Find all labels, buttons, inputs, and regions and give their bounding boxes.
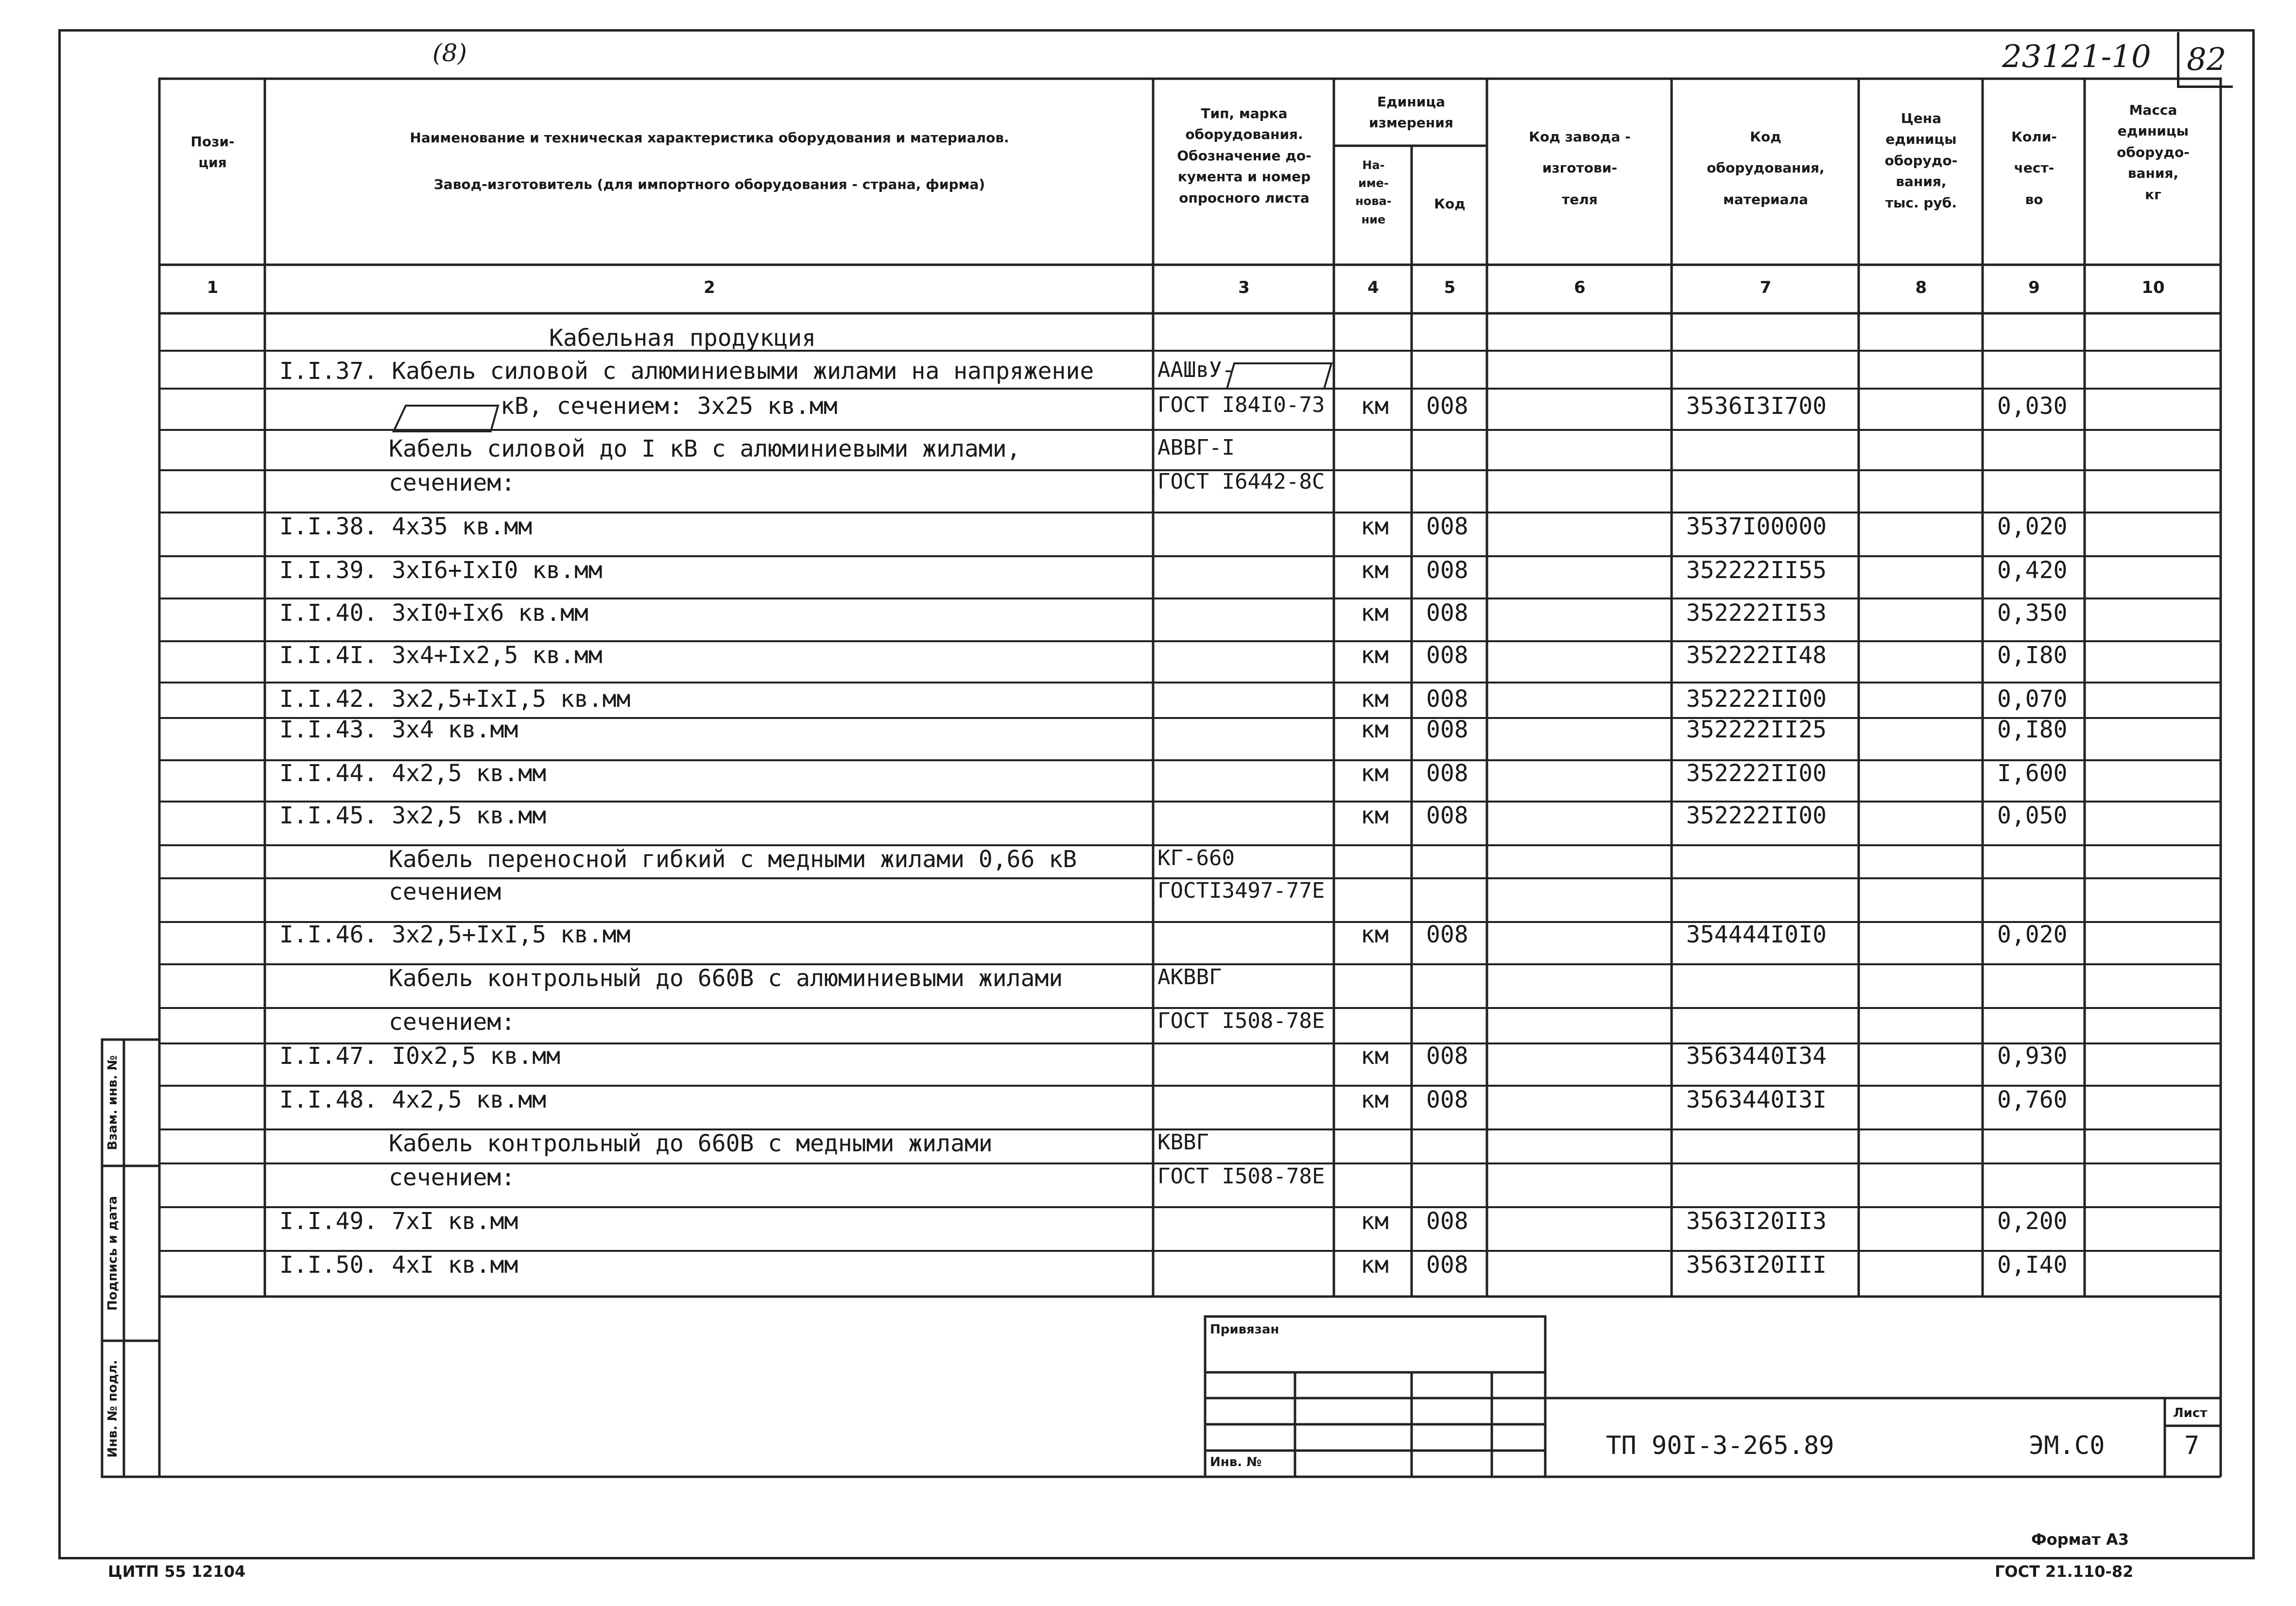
footer-left: ЦИТП 55 12104 [108, 1562, 246, 1581]
row-12-qty: I,600 [1997, 760, 2068, 787]
row-6-unit: км [1361, 513, 1389, 540]
row-5-name: сечением: [389, 469, 516, 496]
header-col8: Цена единицы оборудо- вания, тыс. руб. [1884, 110, 1958, 211]
footer-standard: ГОСТ 21.110-82 [1995, 1562, 2134, 1581]
header-col6: Код завода - изготови- теля [1529, 129, 1631, 207]
header-col1: Пози- ция [190, 134, 235, 171]
col-number-1: 1 [207, 278, 219, 297]
row-3-code: 008 [1426, 393, 1468, 420]
row-8-material: 352222II53 [1686, 599, 1827, 627]
row-18-name: сечением: [389, 1008, 516, 1036]
row-7-unit: км [1361, 557, 1389, 584]
row-17-name: Кабель контрольный до 660В с алюминиевыми жилами [389, 965, 1063, 992]
row-7-code: 008 [1426, 557, 1468, 584]
row-8-name: I.I.40. 3хI0+Iх6 кв.мм [279, 599, 588, 627]
header-col7: Код оборудования, материала [1707, 129, 1825, 207]
header-col3: Тип, марка оборудования. Обозначение до- кумента и номер опросного листа [1177, 105, 1312, 206]
row-6-code: 008 [1426, 513, 1468, 540]
header-col5: Код [1434, 196, 1466, 212]
row-23-qty: 0,200 [1997, 1208, 2068, 1235]
row-23-name: I.I.49. 7хI кв.мм [279, 1208, 518, 1235]
header-col45-group: Единица измерения [1369, 94, 1453, 131]
row-7-name: I.I.39. 3хI6+IхI0 кв.мм [279, 557, 603, 584]
row-13-material: 352222II00 [1686, 802, 1827, 829]
row-24-material: 3563I20III [1686, 1251, 1827, 1279]
row-13-qty: 0,050 [1997, 802, 2068, 829]
row-11-qty: 0,I80 [1997, 716, 2068, 743]
row-3-name: кВ, сечением: 3х25 кв.мм [501, 393, 838, 420]
row-13-name: I.I.45. 3х2,5 кв.мм [279, 802, 547, 829]
row-20-name: I.I.48. 4х2,5 кв.мм [279, 1086, 547, 1113]
row-4-name: Кабель силовой до I кВ с алюминиевыми жилами, [389, 435, 1021, 462]
row-19-qty: 0,930 [1997, 1042, 2068, 1070]
row-22-type: ГОСТ I508-78Е [1157, 1164, 1325, 1189]
row-3-material: 3536I3I700 [1686, 393, 1827, 420]
row-7-material: 352222II55 [1686, 557, 1827, 584]
row-16-material: 354444I0I0 [1686, 921, 1827, 948]
row-9-name: I.I.4I. 3х4+Iх2,5 кв.мм [279, 642, 603, 669]
row-11-material: 352222II25 [1686, 716, 1827, 743]
row-17-type: АКВВГ [1157, 965, 1222, 990]
row-21-name: Кабель контрольный до 660В с медными жилами [389, 1130, 993, 1157]
doc-code: ЭМ.С0 [2029, 1431, 2105, 1460]
col-number-4: 4 [1367, 278, 1379, 297]
side-stamp-signature-date: Подпись и дата [105, 1196, 120, 1311]
row-16-code: 008 [1426, 921, 1468, 948]
row-19-material: 3563440I34 [1686, 1042, 1827, 1070]
row-9-unit: км [1361, 642, 1389, 669]
privyazan-label: Привязан [1210, 1322, 1279, 1337]
row-6-name: I.I.38. 4х35 кв.мм [279, 513, 533, 540]
row-19-unit: км [1361, 1042, 1389, 1070]
row-14-name: Кабель переносной гибкий с медными жилами 0,66 кВ [389, 846, 1077, 873]
row-12-code: 008 [1426, 760, 1468, 787]
row-11-name: I.I.43. 3х4 кв.мм [279, 716, 518, 743]
row-8-code: 008 [1426, 599, 1468, 627]
row-20-qty: 0,760 [1997, 1086, 2068, 1113]
row-1-name: Кабельная продукция [549, 325, 816, 352]
row-5-type: ГОСТ I6442-8С [1157, 469, 1325, 494]
row-12-material: 352222II00 [1686, 760, 1827, 787]
row-10-code: 008 [1426, 685, 1468, 713]
row-14-type: КГ-660 [1157, 846, 1235, 871]
row-23-material: 3563I20II3 [1686, 1208, 1827, 1235]
col-number-10: 10 [2141, 278, 2165, 297]
row-3-qty: 0,030 [1997, 393, 2068, 420]
project-code: ТП 90I-3-265.89 [1606, 1431, 1834, 1460]
row-6-material: 3537I00000 [1686, 513, 1827, 540]
row-4-type: АВВГ-I [1157, 435, 1235, 460]
col-number-6: 6 [1574, 278, 1586, 297]
row-20-code: 008 [1426, 1086, 1468, 1113]
col-number-7: 7 [1760, 278, 1772, 297]
row-6-qty: 0,020 [1997, 513, 2068, 540]
row-16-unit: км [1361, 921, 1389, 948]
row-12-name: I.I.44. 4х2,5 кв.мм [279, 760, 547, 787]
row-8-qty: 0,350 [1997, 599, 2068, 627]
header-col2-line2: Завод-изготовитель (для импортного оборудования - страна, фирма) [433, 176, 985, 192]
row-3-type: ГОСТ I84I0-73 [1157, 393, 1325, 417]
row-10-qty: 0,070 [1997, 685, 2068, 713]
col-number-9: 9 [2028, 278, 2040, 297]
side-stamp-inv-podl: Инв. № подл. [105, 1360, 120, 1458]
row-16-qty: 0,020 [1997, 921, 2068, 948]
row-23-code: 008 [1426, 1208, 1468, 1235]
row-10-unit: км [1361, 685, 1389, 713]
row-2-name: I.I.37. Кабель силовой с алюминиевыми жилами на напряжение [279, 358, 1094, 385]
row-13-code: 008 [1426, 802, 1468, 829]
row-12-unit: км [1361, 760, 1389, 787]
header-col10: Масса единицы оборудо- вания, кг [2117, 102, 2190, 203]
row-9-code: 008 [1426, 642, 1468, 669]
row-15-name: сечением [389, 878, 501, 906]
sheet-label: Лист [2173, 1406, 2208, 1420]
row-24-name: I.I.50. 4хI кв.мм [279, 1251, 518, 1279]
col-number-3: 3 [1238, 278, 1250, 297]
row-9-material: 352222II48 [1686, 642, 1827, 669]
page-mark: (8) [432, 39, 467, 67]
header-col9: Коли- чест- во [2011, 129, 2057, 207]
row-8-unit: км [1361, 599, 1389, 627]
row-23-unit: км [1361, 1208, 1389, 1235]
header-col2-line1: Наименование и техническая характеристика оборудования и материалов. [410, 130, 1009, 146]
header-col4: На- име- нова- ние [1355, 158, 1392, 226]
row-24-unit: км [1361, 1251, 1389, 1279]
side-stamp-vzam-inv: Взам. инв. № [105, 1055, 120, 1150]
corner-number: 82 [2187, 42, 2227, 78]
row-16-name: I.I.46. 3х2,5+IхI,5 кв.мм [279, 921, 631, 948]
footer-format: Формат А3 [2031, 1530, 2129, 1549]
row-10-material: 352222II00 [1686, 685, 1827, 713]
row-18-type: ГОСТ I508-78Е [1157, 1008, 1325, 1033]
col-number-2: 2 [704, 278, 715, 297]
row-24-qty: 0,I40 [1997, 1251, 2068, 1279]
row-20-material: 3563440I3I [1686, 1086, 1827, 1113]
row-7-qty: 0,420 [1997, 557, 2068, 584]
sheet-number-handwritten: 23121-10 [2002, 39, 2151, 75]
row-21-type: КВВГ [1157, 1130, 1209, 1155]
row-10-name: I.I.42. 3х2,5+IхI,5 кв.мм [279, 685, 631, 713]
row-3-unit: км [1361, 393, 1389, 420]
col-number-5: 5 [1444, 278, 1456, 297]
row-19-name: I.I.47. I0х2,5 кв.мм [279, 1042, 560, 1070]
row-15-type: ГОСТI3497-77Е [1157, 878, 1325, 903]
row-22-name: сечением: [389, 1164, 516, 1191]
row-11-unit: км [1361, 716, 1389, 743]
row-2-type: ААШвУ- [1157, 358, 1235, 382]
row-9-qty: 0,I80 [1997, 642, 2068, 669]
row-11-code: 008 [1426, 716, 1468, 743]
inv-no-label: Инв. № [1210, 1455, 1262, 1469]
row-20-unit: км [1361, 1086, 1389, 1113]
row-13-unit: км [1361, 802, 1389, 829]
row-24-code: 008 [1426, 1251, 1468, 1279]
col-number-8: 8 [1915, 278, 1927, 297]
sheet-number: 7 [2184, 1431, 2200, 1460]
row-19-code: 008 [1426, 1042, 1468, 1070]
